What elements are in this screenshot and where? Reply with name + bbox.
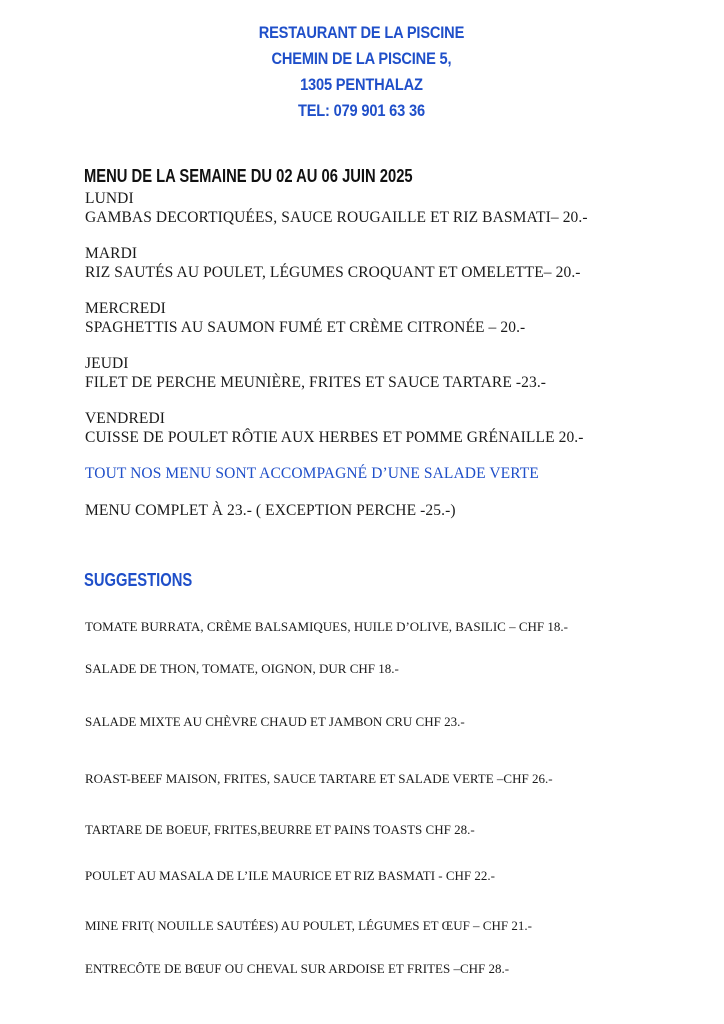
suggestion-item: MINE FRIT( NOUILLE SAUTÉES) AU POULET, LÉGUMES ET ŒUF – CHF 21.- <box>85 918 532 933</box>
dish-monday: GAMBAS DECORTIQUÉES, SAUCE ROUGAILLE ET RIZ BASMATI– 20.- <box>85 209 588 226</box>
restaurant-city: 1305 PENTHALAZ <box>300 75 423 94</box>
dish-thursday: FILET DE PERCHE MEUNIÈRE, FRITES ET SAUCE TARTARE -23.- <box>85 374 547 391</box>
full-menu-price: MENU COMPLET À 23.- ( EXCEPTION PERCHE -25.-) <box>85 502 456 519</box>
suggestions-title: SUGGESTIONS <box>84 570 193 590</box>
day-tuesday: MARDI <box>85 245 138 262</box>
suggestion-item: ENTRECÔTE DE BŒUF OU CHEVAL SUR ARDOISE ET FRITES –CHF 28.- <box>85 961 510 976</box>
suggestion-item: ROAST-BEEF MAISON, FRITES, SAUCE TARTARE ET SALADE VERTE –CHF 26.- <box>85 771 553 786</box>
dish-tuesday: RIZ SAUTÉS AU POULET, LÉGUMES CROQUANT ET OMELETTE– 20.- <box>85 264 581 281</box>
dish-wednesday: SPAGHETTIS AU SAUMON FUMÉ ET CRÈME CITRONÉE – 20.- <box>85 319 526 336</box>
suggestion-item: POULET AU MASALA DE L’ILE MAURICE ET RIZ BASMATI - CHF 22.- <box>85 868 495 883</box>
suggestion-item: SALADE DE THON, TOMATE, OIGNON, DUR CHF 18.- <box>85 661 399 676</box>
day-wednesday: MERCREDI <box>85 300 166 317</box>
day-thursday: JEUDI <box>85 355 129 372</box>
dish-friday: CUISSE DE POULET RÔTIE AUX HERBES ET POMME GRÉNAILLE 20.- <box>85 429 584 446</box>
restaurant-header <box>50 20 673 124</box>
restaurant-name: RESTAURANT DE LA PISCINE <box>258 23 465 42</box>
day-friday: VENDREDI <box>85 410 166 427</box>
salad-note: TOUT NOS MENU SONT ACCOMPAGNÉ D’UNE SALADE VERTE <box>85 465 539 482</box>
suggestion-item: TARTARE DE BOEUF, FRITES,BEURRE ET PAINS TOASTS CHF 28.- <box>85 822 475 837</box>
day-monday: LUNDI <box>85 190 134 207</box>
restaurant-street: CHEMIN DE LA PISCINE 5, <box>271 49 452 68</box>
restaurant-phone: TEL: 079 901 63 36 <box>297 101 425 120</box>
suggestion-item: SALADE MIXTE AU CHÈVRE CHAUD ET JAMBON CRU CHF 23.- <box>85 714 465 729</box>
suggestion-item: TOMATE BURRATA, CRÈME BALSAMIQUES, HUILE D’OLIVE, BASILIC – CHF 18.- <box>85 619 568 634</box>
weekly-menu-title: MENU DE LA SEMAINE DU 02 AU 06 JUIN 2025 <box>84 166 413 186</box>
